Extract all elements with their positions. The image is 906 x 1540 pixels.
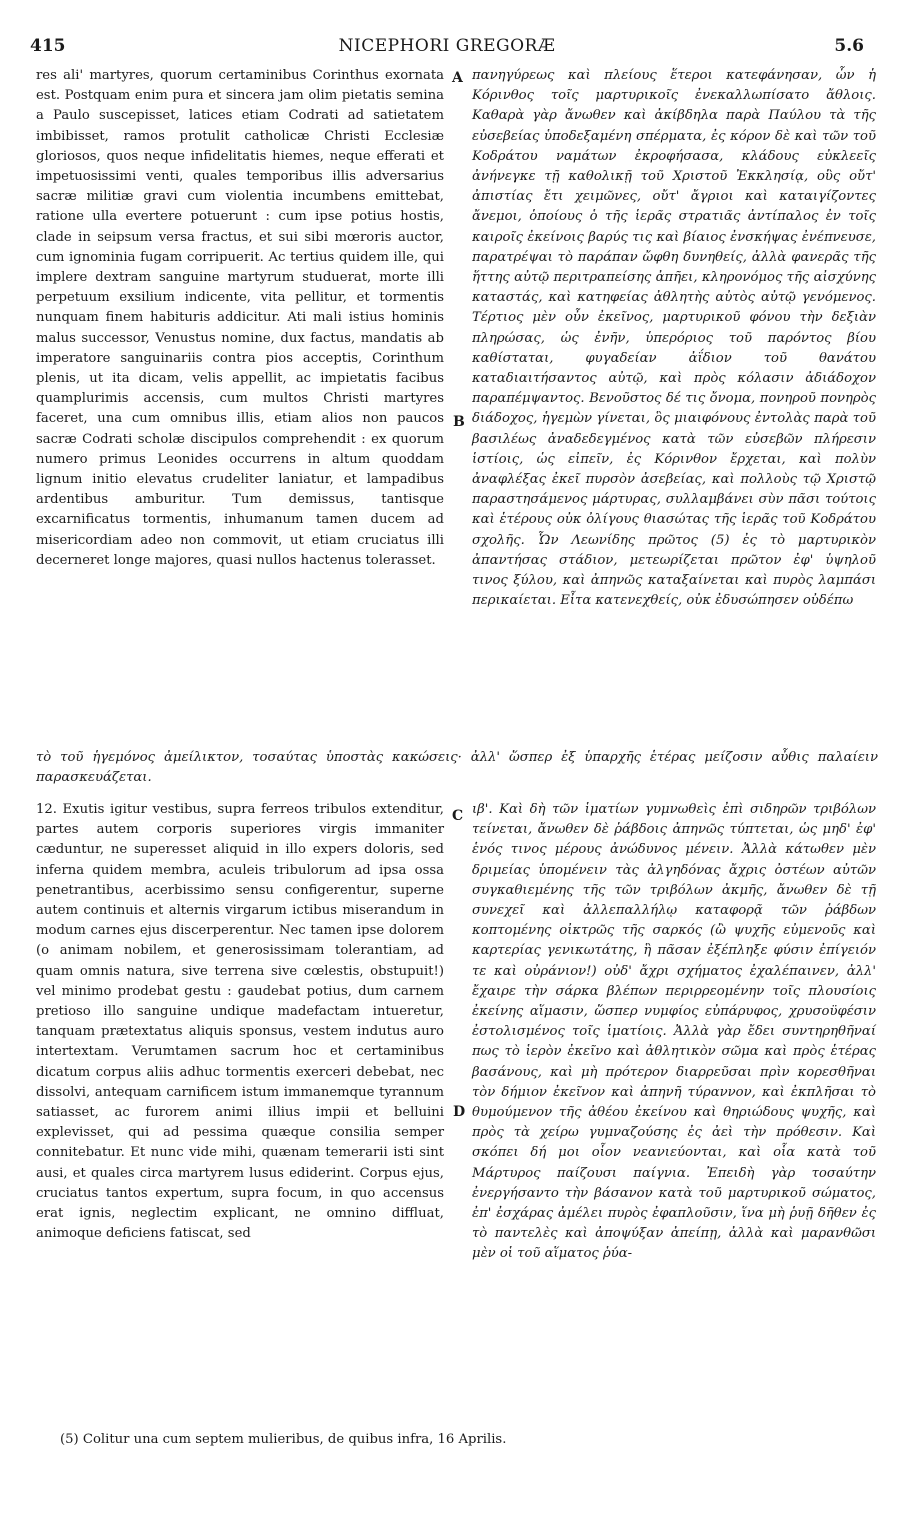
margin-marker-b: B xyxy=(453,414,465,430)
latin-column-bottom xyxy=(36,800,444,1244)
page-header xyxy=(30,36,864,58)
margin-marker-d: D xyxy=(453,1104,466,1120)
greek-column-top xyxy=(472,66,876,611)
greek-span-text: τὸ τοῦ ἡγεμόνος ἀμείλικτον, τοσαύτας ὑποστὰς κακώσεις· ἀλλ' ὥσπερ ἐξ ὑπαρχῆς ἑτέρας μείζοσιν αὖθις παλαίειν παρασκευάζεται. xyxy=(36,750,878,786)
greek-paragraph-12: ιβ'. Καὶ δὴ τῶν ἱματίων γυμνωθεὶς ἐπὶ σιδηρῶν τριβόλων τείνεται, ἄνωθεν δὲ ῥάβδοις ἀπηνῶς τύπτεται, ὡς μηδ' ἐφ' ἑνός τινος μέρους ἀνώδυνος μένειν. Ἀλλὰ κάτωθεν μὲν δριμείας ὑπομένειν τὰς ἀλγηδόνας ἄχρις ὀστέων αὐτῶν συγκαθιεμένης τῆς τῶν τριβόλων ἀκμῆς, ἄνωθεν δὲ τῇ συνεχεῖ καὶ ἀλλεπαλλήλῳ καταφορᾷ τῶν ῥάβδων κοπτομένης οἰκτρῶς τῆς σαρκός (ὢ ψυχῆς εὐμενοῦς καὶ καρτερίας γενικωτάτης, ἣ πᾶσαν ἐξέπληξε φύσιν ἐπίγειόν τε καὶ οὐράνιον!) οὐδ' ἄχρι σχήματος ἐχαλέπαινεν, ἀλλ' ἔχαιρε τὴν σάρκα βλέπων περιρρεομένην τοῖς πλουσίοις ἐκείνης αἵμασιν, ὥσπερ νυμφίος εὐπάρυφος, χρυσοϋφέσιν ἐστολισμένος τοῖς ἱματίοις. Ἀλλὰ γὰρ ἔδει συντηρηθῆναί πως τὸ ἱερὸν ἐκεῖνο καὶ ἀθλητικὸν σῶμα καὶ πρὸς ἑτέρας βασάνους, καὶ μὴ πρότερον διαρρεῦσαι πρὶν κορεσθῆναι τὸν δήμιον ἐκεῖνον καὶ ἀπηνῆ τύραννον, καὶ ἐκπλῆσαι τὸ θυμούμενον τῆς ἀθέου ἐκείνου καὶ θηριώδους ψυχῆς, καὶ πρὸς τὰ χείρω γυμναζούσης ἐς ἀεὶ τὴν πρόθεσιν. Καὶ σκόπει δή μοι οἷον νεανιεύονται, καὶ οἷα κατὰ τοῦ Μάρτυρος παίζουσι παίγνια. Ἐπειδὴ γὰρ τοσαύτην ἐνεργήσαντο τὴν βάσανον κατὰ τοῦ μαρτυρικοῦ σώματος, ἐπ' ἐσχάρας ἀμέλει πυρὸς ἐφαπλοῦσιν, ἵνα μὴ ῥυῇ δῆθεν ἐς τὸ παντελὲς καὶ ἀποψύξαν ἀπείπῃ, ἀλλὰ καὶ μαρανθῶσι μὲν οἱ τοῦ αἵματος ῥύα- xyxy=(472,802,876,1262)
margin-marker-a: A xyxy=(452,70,463,86)
greek-paragraph: πανηγύρεως καὶ πλείους ἕτεροι κατεφάνησαν, ὧν ἡ Κόρινθος τοῖς μαρτυρικοῖς ἐνεκαλλωπίσατο ἄθλοις. Καθαρὰ γὰρ ἄνωθεν καὶ ἀκίβδηλα παρὰ Παύλου τὰ τῆς εὐσεβείας ὑποδεξαμένη σπέρματα, ἐς κόρον δὲ καὶ τῶν τοῦ Κοδράτου ναμάτων ἐκροφήσασα, κλάδους εὐκλεεῖς ἀνήνεγκε τῇ καθολικῇ τοῦ Χριστοῦ Ἐκκλησίᾳ, οὓς οὔτ' ἀπιστίας ἔτι χειμῶνες, οὔτ' ἄγριοι καὶ καταιγίζοντες ἄνεμοι, ὁποίους ὁ τῆς ἱερᾶς στρατιᾶς ἀντίπαλος ἐν τοῖς καιροῖς ἐκείνοις βαρύς τις καὶ βίαιος ἐνσκήψας ἐνέπνευσε, παρατρέψαι τὸ παράπαν ὤφθη δυνηθείς, ἀλλὰ φανερᾶς τῆς ἥττης αὐτῷ περιτραπείσης ἀπῆει, κληρονόμος τῆς αἰσχύνης καταστάς, καὶ κατηφείας ἀθλητὴς αὐτὸς αὐτῷ γενόμενος. Τέρτιος μὲν οὖν ἐκεῖνος, μαρτυρικοῦ φόνου τὴν δεξιὰν πληρώσας, ὡς ἐνῆν, ὑπερόριος τοῦ παρόντος βίου καθίσταται, φυγαδείαν ἀΐδιον τοῦ θανάτου καταδιαιτήσαντος αὐτῷ, καὶ πρὸς κόλασιν ἀδιάδοχον παραπέμψαντος. Βενοῦστος δέ τις ὄνομα, πονηροῦ πονηρὸς διάδοχος, ἡγεμὼν γίνεται, ὃς μιαιφόνους ἐντολὰς παρὰ τοῦ βασιλέως ἀναδεδεγμένος κατὰ τῶν εὐσεβῶν πλήρεσιν ἱστίοις, ὡς εἰπεῖν, ἐς Κόρινθον ἔρχεται, καὶ πολὺν ἀναφλέξας ἐκεῖ πυρσὸν ἀσεβείας, καὶ πολλοὺς τῷ Χριστῷ παραστησάμενος μάρτυρας, συλλαμβάνει σὺν πᾶσι τούτοις καὶ ἑτέρους οὐκ ὀλίγους θιασώτας τῆς ἱερᾶς τοῦ Κοδράτου σχολῆς. Ὧν Λεωνίδης πρῶτος (5) ἐς τὸ μαρτυρικὸν ἀπαντήσας στάδιον, μετεωρίζεται πρῶτον ἐφ' ὑψηλοῦ τινος ξύλου, καὶ ἀπηνῶς καταξαίνεται καὶ πυρὸς λαμπάσι περικαίεται. Εἶτα κατενεχθείς, οὐκ ἐδυσώπησεν οὐδέπω xyxy=(472,68,876,609)
greek-spanning-line xyxy=(36,748,878,788)
section-number: 5.6 xyxy=(834,36,864,56)
page-number: 415 xyxy=(30,36,66,56)
latin-column-top xyxy=(36,66,444,571)
footnote: (5) Colitur una cum septem mulieribus, de quibus infra, 16 Aprilis. xyxy=(60,1432,507,1447)
latin-paragraph: res ali' martyres, quorum certaminibus Corinthus exornata est. Postquam enim pura et sincera jam olim pietatis semina a Paulo suscepisset, latices etiam Codrati ad satietatem imbibisset, ramos protulit catholicæ Christi Ecclesiæ gloriosos, quos neque infidelitatis hiemes, neque efferati et impetuosissimi venti, quales temporibus illis adversarius sacræ militiæ gravi cum violentia incumbens emittebat, ratione ulla evertere potuerunt : cum ipse potius hostis, clade in seipsum versa fractus, et sui sibi mœroris auctor, cum ignominia fugam corripuerit. Ac tertius quidem ille, qui implere dextram sanguine martyrum studuerat, morte illi perpetuum exsilium indicente, vita pellitur, et tormentis nunquam finem habituris addicitur. Ati mali istius hominis malus successor, Venustus nomine, dux factus, mandatis ab imperatore sanguinariis contra pios acceptis, Corinthum plenis, ut ita dicam, velis appellit, ac impietatis facibus quamplurimis accensis, cum multos Christi martyres faceret, una cum omnibus illis, etiam alios non paucos sacræ Codrati scholæ discipulos comprehendit : ex quorum numero primus Leonides occurrens in altum quoddam lignum initio elevatus crudeliter laniatur, et lampadibus ardentibus amburitur. Tum demissus, tantisque excarnificatus tormentis, inhumanum tamen ducem ad misericordiam adeo non commovit, ut etiam cruciatus illi decerneret longe majores, quasi nullos hactenus tolerasset. xyxy=(36,68,444,568)
margin-marker-c: C xyxy=(452,808,464,824)
running-title: NICEPHORI GREGORÆ xyxy=(338,36,556,56)
latin-paragraph-12: 12. Exutis igitur vestibus, supra ferreos tribulos extenditur, partes autem corporis superiores virgis immaniter cæduntur, ne superesset aliquid in illo expers doloris, sed inferna quidem membra, aculeis tribulorum ad ipsa ossa penetrantibus, acerbissimo sensu configerentur, superne autem continuis et alternis virgarum ictibus miserandum in modum carnes ejus discerperentur. Nec tamen ipse dolorem (o animam nobilem, et generosissimam tolerantiam, ad quam omnis natura, sive terrena sive cœlestis, obstupuit!) vel minimo prodebat gestu : gaudebat potius, dum carnem pretioso illo sanguine undique madefactam intueretur, tanquam prætextatus aliquis sponsus, vestem indutus auro intertextam. Verumtamen sacrum hoc et certaminibus dicatum corpus aliis adhuc tormentis exerceri debebat, nec dissolvi, antequam carnificem istum immanemque tyrannum satiasset, ac furorem animi illius impii et belluini explevisset, qui ad pessima quæque consilia semper connitebatur. Et nunc vide mihi, quænam temerarii isti sint ausi, et quales circa martyrem lusus ediderint. Corpus ejus, cruciatus tantos expertum, supra focum, in quo accensus erat ignis, neglectim explicant, ne omnino diffluat, animoque deficiens fatiscat, sed xyxy=(36,802,444,1242)
greek-column-bottom xyxy=(472,800,876,1265)
